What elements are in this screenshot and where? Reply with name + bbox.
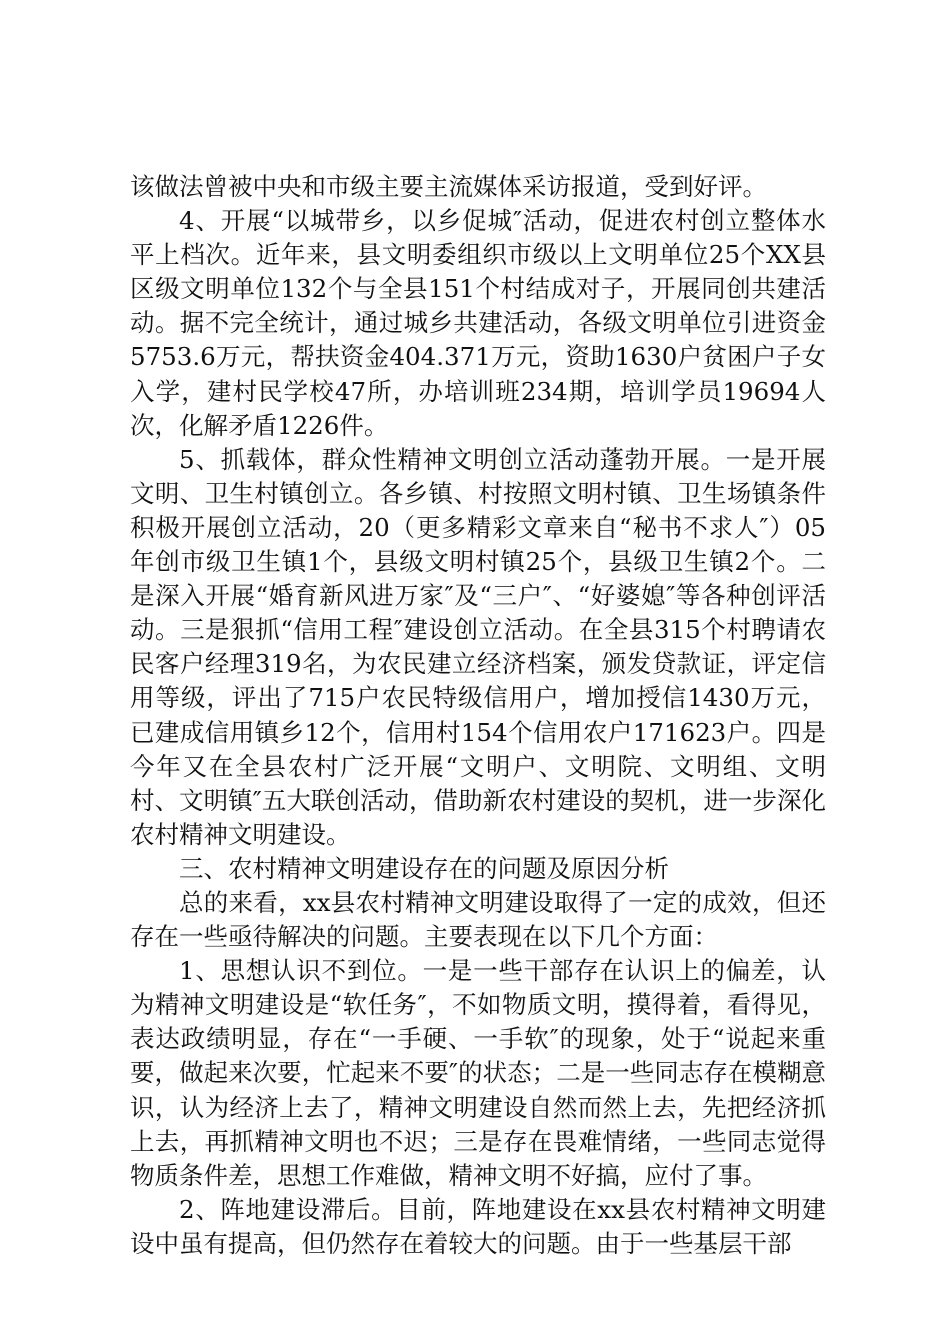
paragraph-item-5: 5、抓载体，群众性精神文明创立活动蓬勃开展。一是开展文明、卫生村镇创立。各乡镇、村按照文明村镇、卫生场镇条件积极开展创立活动，20（更多精彩文章来自“秘书不求人″）05年创市级卫生镇1个，县级文明村镇25个，县级卫生镇2个。二是深入开展“婚育新风进万家″及“三户″、“好婆媳″等各种创评活动。三是狠抓“信用工程″建设创立活动。在全县315个村聘请农民客户经理319名，为农民建立经济档案，颁发贷款证，评定信用等级，评出了715户农民特级信用户，增加授信1430万元，已建成信用镇乡12个，信用村154个信用农户171623户。四是今年又在全县农村广泛开展“文明户、文明院、文明组、文明村、文明镇″五大联创活动，借助新农村建设的契机，进一步深化农村精神文明建设。 xyxy=(130,444,826,849)
paragraph-problem-1: 1、思想认识不到位。一是一些干部存在认识上的偏差，认为精神文明建设是“软任务″，不如物质文明，摸得着，看得见，表达政绩明显，存在“一手硬、一手软″的现象，处于“说起来重要，做起来次要，忙起来不要″的状态；二是一些同志存在模糊意识，认为经济上去了，精神文明建设自然而然上去，先把经济抓上去，再抓精神文明也不迟；三是存在畏难情绪，一些同志觉得物质条件差，思想工作难做，精神文明不好搞，应付了事。 xyxy=(130,956,826,1190)
section-heading-3: 三、农村精神文明建设存在的问题及原因分析 xyxy=(179,853,669,883)
paragraph-continuation: 该做法曾被中央和市级主要主流媒体采访报道，受到好评。 xyxy=(130,172,767,201)
document-body xyxy=(130,170,826,1261)
paragraph-problem-2: 2、阵地建设滞后。目前，阵地建设在xx县农村精神文明建设中虽有提高，但仍然存在着较大的问题。由于一些基层干部 xyxy=(130,1194,826,1258)
paragraph-item-4: 4、开展“以城带乡，以乡促城″活动，促进农村创立整体水平上档次。近年来，县文明委组织市级以上文明单位25个XX县区级文明单位132个与全县151个村结成对子，开展同创共建活动。据不完全统计，通过城乡共建活动，各级文明单位引进资金5753.6万元，帮扶资金404.371万元，资助1630户贫困户子女入学，建村民学校47所，办培训班234期，培训学员19694人次，化解矛盾1226件。 xyxy=(130,206,826,440)
paragraph-summary: 总的来看，xx县农村精神文明建设取得了一定的成效，但还存在一些亟待解决的问题。主要表现在以下几个方面： xyxy=(130,887,826,952)
